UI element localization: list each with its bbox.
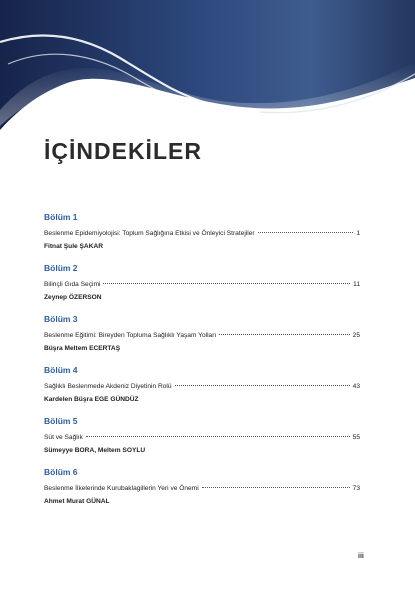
chapter-title: Bilinçli Gıda Seçimi xyxy=(44,281,101,288)
dot-leader xyxy=(175,385,350,386)
toc-chapter-6 xyxy=(44,467,360,518)
chapter-title: Beslenme Eğitimi: Bireyden Topluma Sağlıklı Yaşam Yolları xyxy=(44,332,217,339)
chapter-author: Fitnat Şule ŞAKAR xyxy=(44,243,103,250)
toc-entry[interactable] xyxy=(44,382,360,391)
chapter-title: Sağlıklı Beslenmede Akdeniz Diyetinin Rolü xyxy=(44,383,172,390)
chapter-label: Bölüm 2 xyxy=(44,263,78,273)
table-of-contents xyxy=(44,212,360,518)
dot-leader xyxy=(219,334,349,335)
chapter-author: Büşra Meltem ECERTAŞ xyxy=(44,345,121,352)
chapter-author: Zeynep ÖZERSON xyxy=(44,294,102,301)
dot-leader xyxy=(258,232,354,233)
chapter-page-number: 73 xyxy=(352,485,360,492)
chapter-author: Ahmet Murat GÜNAL xyxy=(44,498,110,505)
toc-chapter-4 xyxy=(44,365,360,416)
toc-entry[interactable] xyxy=(44,433,360,442)
chapter-page-number: 43 xyxy=(352,383,360,390)
dot-leader xyxy=(103,283,350,284)
toc-chapter-5 xyxy=(44,416,360,467)
toc-entry[interactable] xyxy=(44,484,360,493)
chapter-label: Bölüm 6 xyxy=(44,467,78,477)
chapter-author: Sümeyye BORA, Meltem SOYLU xyxy=(44,447,146,454)
chapter-page-number: 55 xyxy=(352,434,360,441)
chapter-label: Bölüm 5 xyxy=(44,416,78,426)
header-wave-banner xyxy=(0,0,415,135)
chapter-label: Bölüm 3 xyxy=(44,314,78,324)
chapter-page-number: 1 xyxy=(356,230,360,237)
chapter-page-number: 25 xyxy=(352,332,360,339)
chapter-title: Süt ve Sağlık xyxy=(44,434,83,441)
dot-leader xyxy=(202,487,350,488)
toc-chapter-1 xyxy=(44,212,360,263)
toc-chapter-2 xyxy=(44,263,360,314)
chapter-title: Beslenme İlkelerinde Kurubaklagillerin Yeri ve Önemi xyxy=(44,485,199,492)
toc-chapter-3 xyxy=(44,314,360,365)
chapter-label: Bölüm 1 xyxy=(44,212,78,222)
toc-entry[interactable] xyxy=(44,331,360,340)
chapter-author: Kardelen Büşra EGE GÜNDÜZ xyxy=(44,396,139,403)
page-title: İÇİNDEKİLER xyxy=(44,138,202,164)
dot-leader xyxy=(86,436,350,437)
toc-entry[interactable] xyxy=(44,229,360,238)
chapter-title: Beslenme Epidemiyolojisi: Toplum Sağlığına Etkisi ve Önleyici Stratejiler xyxy=(44,230,255,237)
page-number: iii xyxy=(358,553,364,560)
chapter-page-number: 11 xyxy=(353,281,360,288)
toc-entry[interactable] xyxy=(44,280,360,289)
chapter-label: Bölüm 4 xyxy=(44,365,78,375)
